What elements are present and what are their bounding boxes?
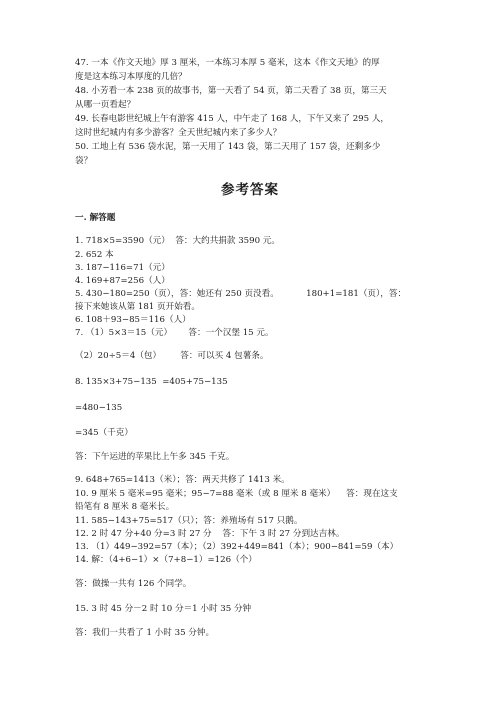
answer-10-line-1: 10. 9 厘米 5 毫米=95 毫米；95−7=88 毫米（或 8 厘米 8 毫米） 答：现在这支 — [75, 489, 398, 499]
question-47-line-1: 47. 一本《作文天地》厚 3 厘米，一本练习本厚 5 毫米，这本《作文天地》的厚 — [75, 58, 380, 68]
answer-15-reply: 答：我们一共看了 1 小时 35 分钟。 — [75, 628, 215, 638]
question-49-line-2: 这时世纪城内有多少游客？全天世纪城内来了多少人？ — [75, 128, 282, 138]
answer-2: 2. 652 本 — [75, 250, 114, 260]
answer-7-part-2: （2）20÷5＝4（包） 答：可以买 4 包薯条。 — [75, 351, 269, 361]
question-48-line-2: 从哪一页看起？ — [75, 100, 136, 110]
section-heading: 一. 解答题 — [75, 213, 116, 223]
question-49-line-1: 49. 长春电影世纪城上午有游客 415 人，中午走了 168 人，下午又来了 295 人， — [75, 114, 390, 124]
answer-10-line-2: 铅笔有 8 厘米 8 毫米长。 — [75, 502, 175, 512]
answer-13: 13. （1）449−392=57（本）；（2）392+449=841（本）；900−841=59（本） — [75, 542, 399, 552]
answer-4: 4. 169+87=256（人） — [75, 276, 170, 286]
answer-5-line-1: 5. 430−180=250（页），答：她还有 250 页没看。 180+1=181（页），答： — [75, 289, 407, 299]
answer-5-line-2: 接下来她该从第 181 页开始看。 — [75, 302, 200, 312]
answer-3: 3. 187−116=71（元） — [75, 263, 170, 273]
answer-14: 14. 解：（4+6−1）×（7+8−1）=126（个） — [75, 555, 257, 565]
answer-8-line-3: =345（千克） — [75, 428, 133, 438]
answer-7-part-1: 7. （1）5×3＝15（元） 答：一个汉堡 15 元。 — [75, 328, 274, 338]
answer-11: 11. 585−143+75=517（只）；答：养殖场有 517 只鹅。 — [75, 516, 303, 526]
answer-9: 9. 648+765=1413（米）；答：两天共修了 1413 米。 — [75, 475, 290, 485]
question-50-line-1: 50. 工地上有 536 袋水泥，第一天用了 143 袋，第二天用了 157 袋，还剩多少 — [75, 142, 381, 152]
question-50-line-2: 袋？ — [75, 156, 93, 166]
answer-8-reply: 答：下午运进的苹果比上午多 345 千克。 — [75, 452, 235, 462]
question-48-line-1: 48. 小芳看一本 238 页的故事书，第一天看了 54 页，第二天看了 38 页，第三天 — [75, 86, 387, 96]
answer-6: 6. 108＋93−85＝116（人） — [75, 315, 191, 325]
question-47-line-2: 度是这本练习本厚度的几倍？ — [75, 72, 187, 82]
answer-1: 1. 718×5=3590（元） 答：大约共捐款 3590 元。 — [75, 236, 280, 246]
answer-14-reply: 答：做操一共有 126 个同学。 — [75, 579, 192, 589]
answer-title: 参考答案 — [221, 182, 279, 198]
answer-8-line-1: 8. 135×3+75−135 =405+75−135 — [75, 377, 228, 387]
answer-8-line-2: =480−135 — [75, 403, 123, 413]
answer-15: 15. 3 时 45 分－2 时 10 分＝1 小时 35 分钟 — [75, 604, 252, 614]
answer-12: 12. 2 时 47 分+40 分=3 时 27 分 答：下午 3 时 27 分到达吉林。 — [75, 529, 345, 539]
